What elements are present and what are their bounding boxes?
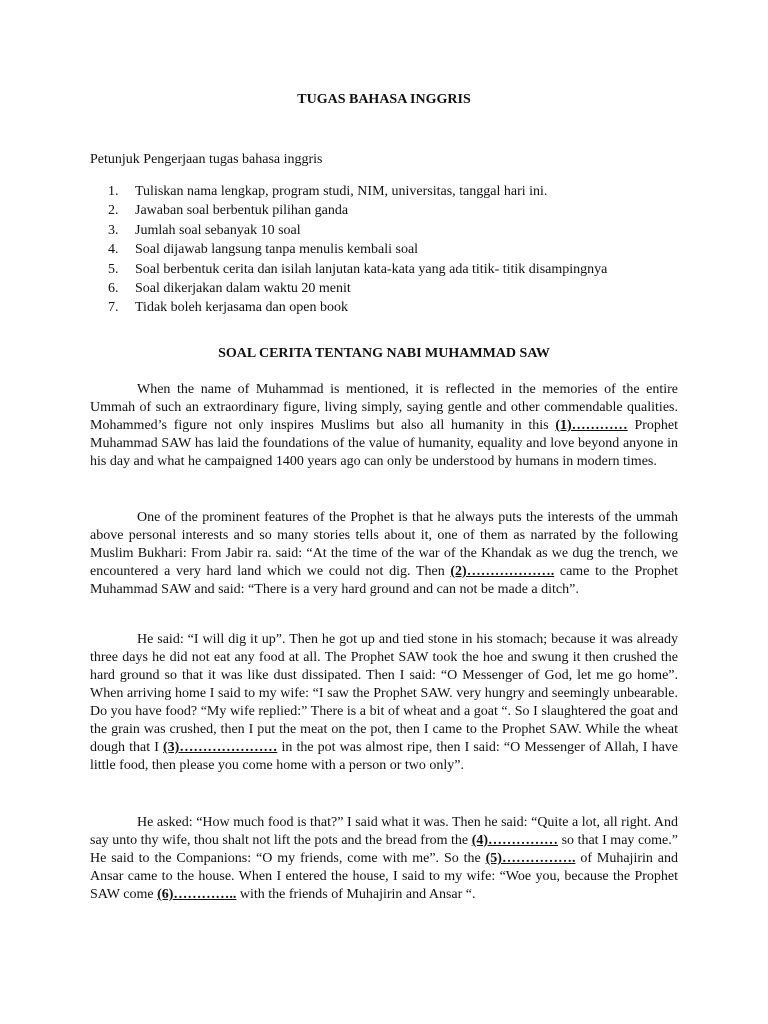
list-item: 1. Tuliskan nama lengkap, program studi, NIM, universitas, tanggal hari ini.	[108, 184, 548, 199]
story-title: SOAL CERITA TENTANG NABI MUHAMMAD SAW	[218, 346, 550, 361]
story-paragraph-1: When the name of Muhammad is mentioned, it is reflected in the memories of the entire Ummah of such an extraordinary figure, living simply, saying gentle and other commendable qualities. Mohammed’s figure not only inspires Muslims but also all humanity in this (1)………… Prophet Muhammad SAW has laid the foundations of the value of humanity, equality and love beyond anyone in his day and what he campaigned 1400 years ago can only be understood by humans in modern times.	[90, 382, 679, 469]
list-item: 5. Soal berbentuk cerita dan isilah lanjutan kata-kata yang ada titik- titik disampingnya	[108, 261, 608, 277]
list-item: 3. Jumlah soal sebanyak 10 soal	[108, 222, 301, 238]
blank-1: (1)…………	[555, 418, 628, 433]
story-paragraph-4: He asked: “How much food is that?” I said what it was. Then he said: “Quite a lot, all right. And say unto thy wife, thou shalt not lift the pots and the bread from the (4)…………… so that I may come.” He said to the Companions: “O my friends, come with me”. So the (5)……………. of Muhajirin and Ansar came to the house. When I entered the house, I said to my wife: “Woe you, because the Prophet SAW come (6)………….. with the friends of Muhajirin and Ansar “.	[90, 815, 678, 902]
blank-4: (4)……………	[471, 833, 559, 848]
list-item: 6. Soal dikerjakan dalam waktu 20 menit	[108, 280, 351, 296]
list-item: 7. Tidak boleh kerjasama dan open book	[108, 300, 348, 316]
story-paragraph-3: He said: “I will dig it up”. Then he got up and tied stone in his stomach; because it was already three days he did not eat any food at all. The Prophet SAW took the hoe and swung it then crushed the hard ground so that it was like dust dissipated. Then I said: “O Messenger of God, let me go home”. When arriving home I said to my wife: “I saw the Prophet SAW. very hungry and seemingly unbearable. Do you have food? “My wife replied:” There is a bit of wheat and a goat “. So I slaughtered the goat and the grain was crushed, then I put the meat on the pot, then I came to the Prophet SAW. While the wheat dough that I (3)………………… in the pot was almost ripe, then I said: “O Messenger of Allah, I have little food, then please you come home with a person or two only”.	[90, 632, 679, 773]
story-paragraph-2: One of the prominent features of the Prophet is that he always puts the interests of the ummah above personal interests and so many stories tells about it, one of them as narrated by the following Muslim Bukhari: From Jabir ra. said: “At the time of the war of the Khandak as we dug the trench, we encountered a very hard land which we could not dig. Then (2)………………. came to the Prophet Muhammad SAW and said: “There is a very hard ground and can not be made a ditch”.	[90, 510, 678, 597]
blank-3: (3)…………………	[163, 740, 278, 755]
blank-5: (5)…………….	[485, 851, 576, 866]
list-item: 4. Soal dijawab langsung tanpa menulis kembali soal	[108, 242, 419, 258]
blank-2: (2)……………….	[450, 564, 555, 579]
instructions-heading: Petunjuk Pengerjaan tugas bahasa inggris	[90, 152, 323, 167]
list-item: 2. Jawaban soal berbentuk pilihan ganda	[108, 203, 349, 219]
document-title: TUGAS BAHASA INGGRIS	[297, 92, 471, 107]
instructions-list	[108, 182, 607, 318]
blank-6: (6)…………..	[157, 887, 237, 902]
